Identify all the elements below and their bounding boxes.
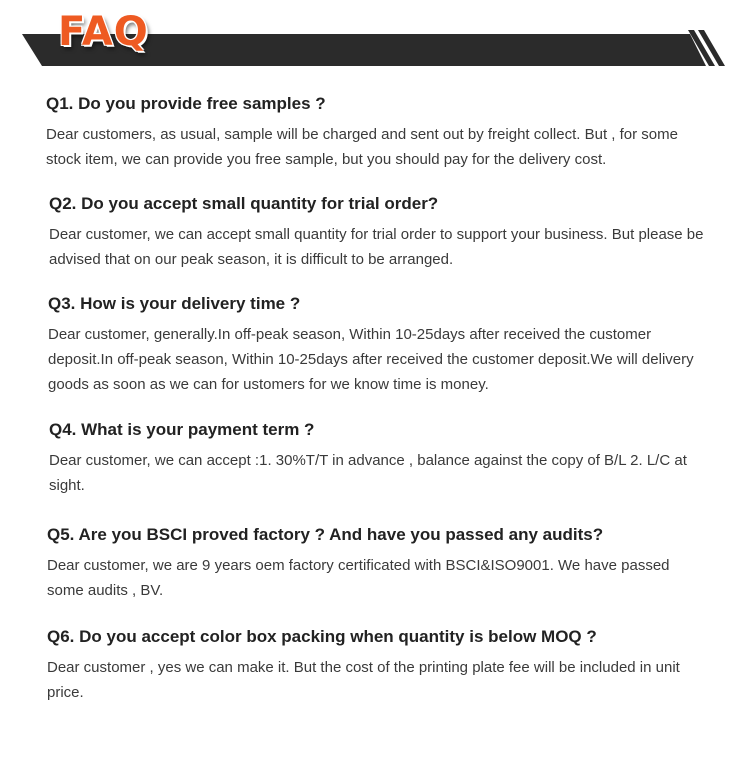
faq-question-6: Q6. Do you accept color box packing when quantity is below MOQ ? [47, 627, 597, 646]
faq-item-5 [47, 523, 707, 603]
faq-title: FAQ [58, 9, 149, 55]
faq-item-1 [46, 92, 706, 172]
faq-item-2 [49, 192, 709, 272]
faq-answer-4: Dear customer, we can accept :1. 30%T/T in advance , balance against the copy of B/L 2. L/C at sight. [49, 452, 687, 494]
faq-answer-1: Dear customers, as usual, sample will be charged and sent out by freight collect. But , for some stock item, we can provide you free sample, but you should pay for the delivery cost. [46, 126, 678, 168]
faq-answer-2: Dear customer, we can accept small quantity for trial order to support your business. But please be advised that on our peak season, it is difficult to be arranged. [49, 226, 704, 268]
faq-item-6 [47, 625, 707, 705]
faq-answer-6: Dear customer , yes we can make it. But the cost of the printing plate fee will be included in unit price. [47, 659, 680, 701]
faq-answer-3: Dear customer, generally.In off-peak season, Within 10-25days after received the customer deposit.In off-peak season, Within 10-25days after received the customer deposit.We will delivery goods as soon as we can for ustomers for we know time is money. [48, 326, 694, 393]
faq-banner [0, 0, 750, 80]
faq-question-1: Q1. Do you provide free samples ? [46, 94, 326, 113]
faq-question-5: Q5. Are you BSCI proved factory ? And have you passed any audits? [47, 525, 604, 544]
faq-question-4: Q4. What is your payment term ? [49, 420, 315, 439]
faq-item-3 [48, 292, 708, 397]
faq-item-4 [49, 418, 709, 498]
faq-answer-5: Dear customer, we are 9 years oem factory certificated with BSCI&ISO9001. We have passed some audits , BV. [47, 557, 670, 599]
faq-question-3: Q3. How is your delivery time ? [48, 294, 301, 313]
faq-question-2: Q2. Do you accept small quantity for trial order? [49, 194, 439, 213]
